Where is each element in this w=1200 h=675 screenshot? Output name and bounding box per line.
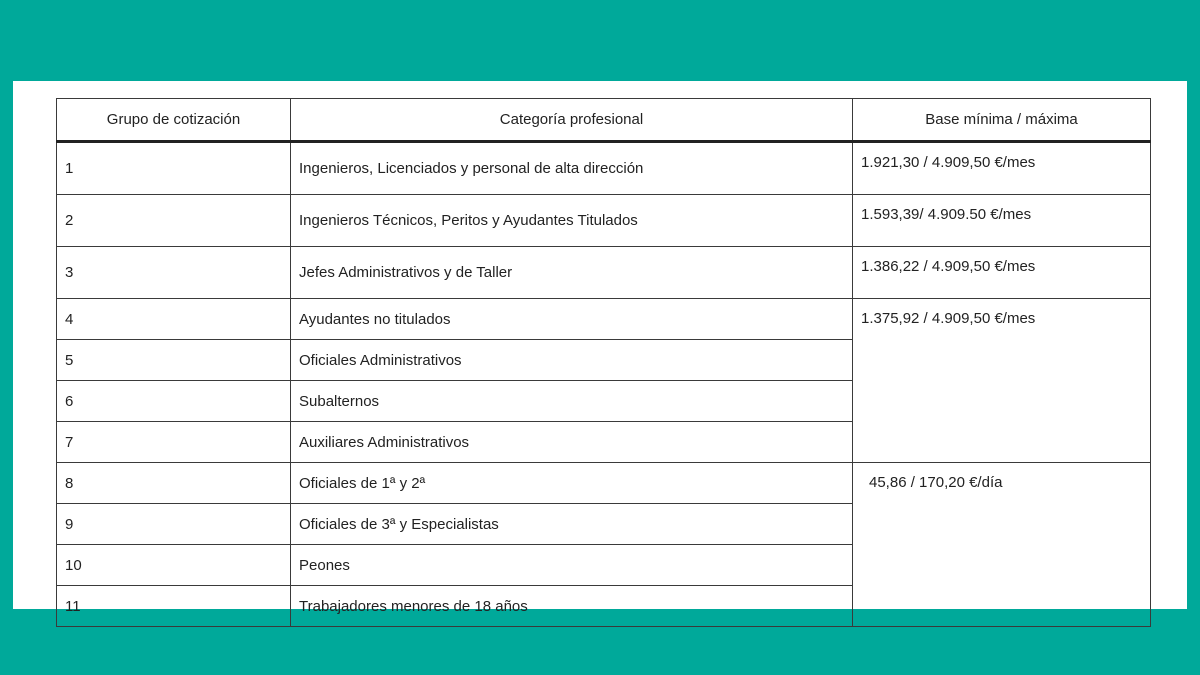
header-categoria: Categoría profesional	[291, 99, 853, 142]
header-base: Base mínima / máxima	[853, 99, 1151, 142]
grupo-cell: 1	[57, 142, 291, 195]
grupo-cell: 7	[57, 422, 291, 463]
table-row	[57, 299, 1151, 340]
categoria-cell: Trabajadores menores de 18 años	[291, 586, 853, 627]
grupo-cell: 11	[57, 586, 291, 627]
grupo-cell: 4	[57, 299, 291, 340]
table-row	[57, 142, 1151, 195]
grupo-cell: 5	[57, 340, 291, 381]
table-row	[57, 195, 1151, 247]
grupo-cell: 9	[57, 504, 291, 545]
categoria-cell: Peones	[291, 545, 853, 586]
grupo-cell: 2	[57, 195, 291, 247]
content-card	[13, 81, 1187, 615]
grupo-cell: 10	[57, 545, 291, 586]
table-row	[57, 463, 1151, 504]
base-cell: 1.386,22 / 4.909,50 €/mes	[853, 247, 1151, 299]
base-cell: 1.593,39/ 4.909.50 €/mes	[853, 195, 1151, 247]
categoria-cell: Auxiliares Administrativos	[291, 422, 853, 463]
categoria-cell: Ingenieros Técnicos, Peritos y Ayudantes Titulados	[291, 195, 853, 247]
categoria-cell: Ayudantes no titulados	[291, 299, 853, 340]
contribution-table	[56, 98, 1151, 627]
base-cell-merged: 45,86 / 170,20 €/día	[853, 463, 1151, 627]
header-grupo: Grupo de cotización	[57, 99, 291, 142]
grupo-cell: 3	[57, 247, 291, 299]
grupo-cell: 8	[57, 463, 291, 504]
categoria-cell: Subalternos	[291, 381, 853, 422]
categoria-cell: Oficiales Administrativos	[291, 340, 853, 381]
categoria-cell: Ingenieros, Licenciados y personal de alta dirección	[291, 142, 853, 195]
table-header-row	[57, 99, 1151, 142]
categoria-cell: Oficiales de 3ª y Especialistas	[291, 504, 853, 545]
categoria-cell: Jefes Administrativos y de Taller	[291, 247, 853, 299]
categoria-cell: Oficiales de 1ª y 2ª	[291, 463, 853, 504]
grupo-cell: 6	[57, 381, 291, 422]
base-cell-merged: 1.375,92 / 4.909,50 €/mes	[853, 299, 1151, 463]
base-cell: 1.921,30 / 4.909,50 €/mes	[853, 142, 1151, 195]
table-row	[57, 247, 1151, 299]
